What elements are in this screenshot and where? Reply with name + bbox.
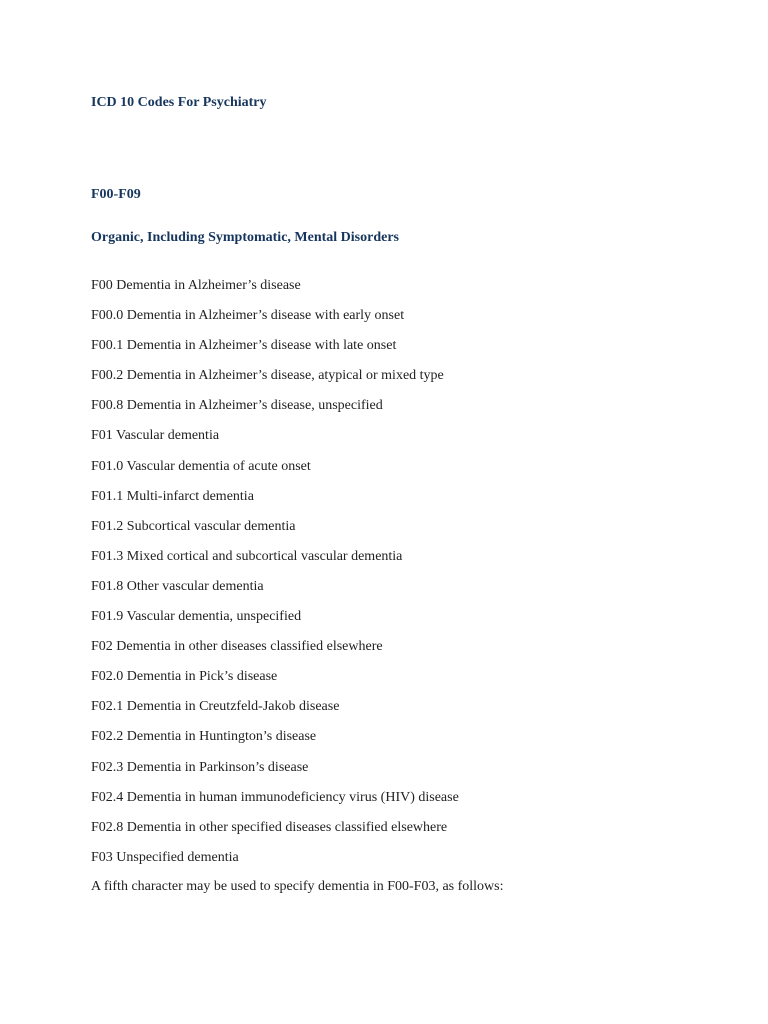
list-item: F01.8 Other vascular dementia (91, 578, 264, 594)
list-item: F02.1 Dementia in Creutzfeld-Jakob disease (91, 699, 340, 715)
list-item: F00.0 Dementia in Alzheimer’s disease with early onset (91, 308, 405, 324)
list-item: F01.3 Mixed cortical and subcortical vascular dementia (91, 548, 403, 564)
list-item: F00.8 Dementia in Alzheimer’s disease, unspecified (91, 398, 383, 414)
list-item: F00.2 Dementia in Alzheimer’s disease, atypical or mixed type (91, 368, 444, 384)
list-item: F02.2 Dementia in Huntington’s disease (91, 729, 317, 745)
section-code: F00-F09 (91, 187, 141, 202)
icd-code-list (91, 277, 459, 879)
list-item: F03 Unspecified dementia (91, 849, 239, 865)
list-item: F01.9 Vascular dementia, unspecified (91, 609, 302, 625)
list-item: F02.3 Dementia in Parkinson’s disease (91, 759, 309, 775)
list-item: F00 Dementia in Alzheimer’s disease (91, 278, 301, 293)
list-item: F01.2 Subcortical vascular dementia (91, 518, 296, 534)
fifth-character-note: A fifth character may be used to specify dementia in F00-F03, as follows: (91, 879, 504, 894)
list-item: F01 Vascular dementia (91, 428, 220, 444)
list-item: F02.0 Dementia in Pick’s disease (91, 669, 278, 685)
section-heading: Organic, Including Symptomatic, Mental Disorders (91, 230, 399, 245)
document-title: ICD 10 Codes For Psychiatry (91, 95, 267, 110)
list-item: F01.0 Vascular dementia of acute onset (91, 458, 311, 474)
list-item: F02.8 Dementia in other specified diseases classified elsewhere (91, 819, 448, 835)
list-item: F02.4 Dementia in human immunodeficiency virus (HIV) disease (91, 789, 459, 805)
list-item: F00.1 Dementia in Alzheimer’s disease with late onset (91, 338, 397, 354)
list-item: F02 Dementia in other diseases classified elsewhere (91, 639, 383, 655)
list-item: F01.1 Multi-infarct dementia (91, 488, 254, 504)
